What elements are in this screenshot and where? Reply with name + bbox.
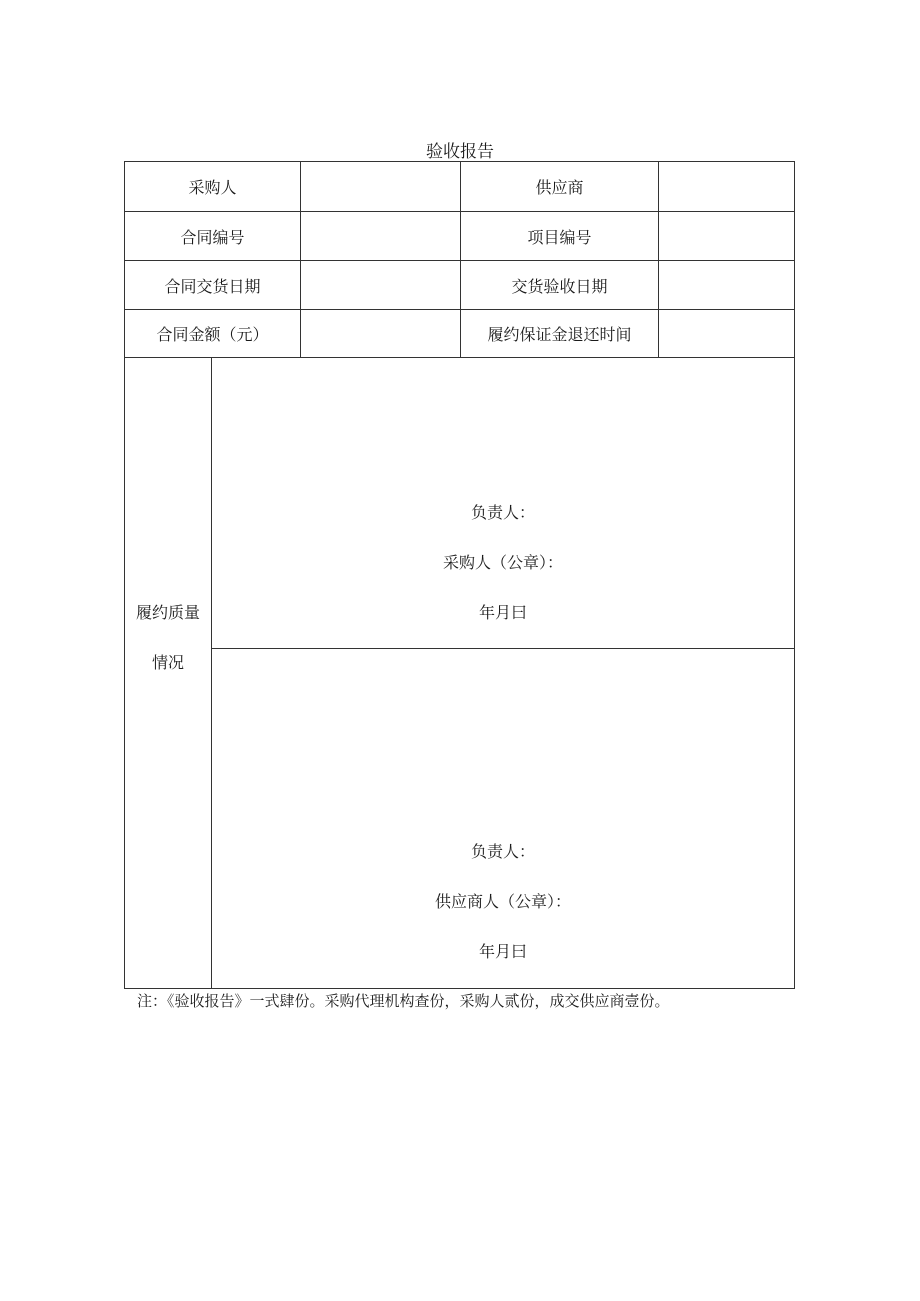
form-row (125, 212, 795, 261)
quality-label-line1: 履约质量 (135, 603, 200, 622)
purchaser-sign-area[interactable] (212, 358, 794, 649)
purchaser-date: 年月曰 (479, 603, 528, 622)
supplier-label: 供应商 (461, 162, 659, 212)
supplier-sign-area[interactable] (212, 649, 794, 989)
contract-number-label: 合同编号 (125, 212, 301, 261)
project-number-label: 项目编号 (461, 212, 659, 261)
purchaser-responsible: 负责人： (471, 503, 536, 522)
quality-label (125, 358, 211, 688)
purchaser-label: 采购人 (125, 162, 301, 212)
purchaser-value[interactable] (301, 162, 461, 212)
footnote: 注：《验收报告》一式肆份。采购代理机构查份，采购人贰份，成交供应商壹份。 (137, 992, 670, 1010)
supplier-responsible: 负责人： (471, 842, 536, 861)
contract-number-value[interactable] (301, 212, 461, 261)
quality-subtable (212, 358, 794, 988)
delivery-date-value[interactable] (301, 261, 461, 310)
quality-label-line2: 情况 (151, 653, 184, 672)
deposit-refund-time-value[interactable] (659, 310, 795, 358)
form-row (125, 162, 795, 212)
acceptance-date-value[interactable] (659, 261, 795, 310)
supplier-value[interactable] (659, 162, 795, 212)
acceptance-date-label: 交货验收日期 (461, 261, 659, 310)
form-row (125, 310, 795, 358)
supplier-seal: 供应商人（公章）： (435, 892, 572, 911)
purchaser-seal: 采购人（公章）： (443, 553, 564, 572)
contract-amount-value[interactable] (301, 310, 461, 358)
delivery-date-label: 合同交货日期 (125, 261, 301, 310)
supplier-date: 年月曰 (479, 942, 528, 961)
report-title: 验收报告 (426, 142, 494, 162)
quality-row (125, 358, 795, 989)
project-number-value[interactable] (659, 212, 795, 261)
contract-amount-label: 合同金额（元） (125, 310, 301, 358)
quality-label-cell (125, 358, 212, 989)
form-row (125, 261, 795, 310)
acceptance-form (124, 161, 795, 989)
deposit-refund-time-label: 履约保证金退还时间 (461, 310, 659, 358)
quality-content-cell (212, 358, 795, 989)
